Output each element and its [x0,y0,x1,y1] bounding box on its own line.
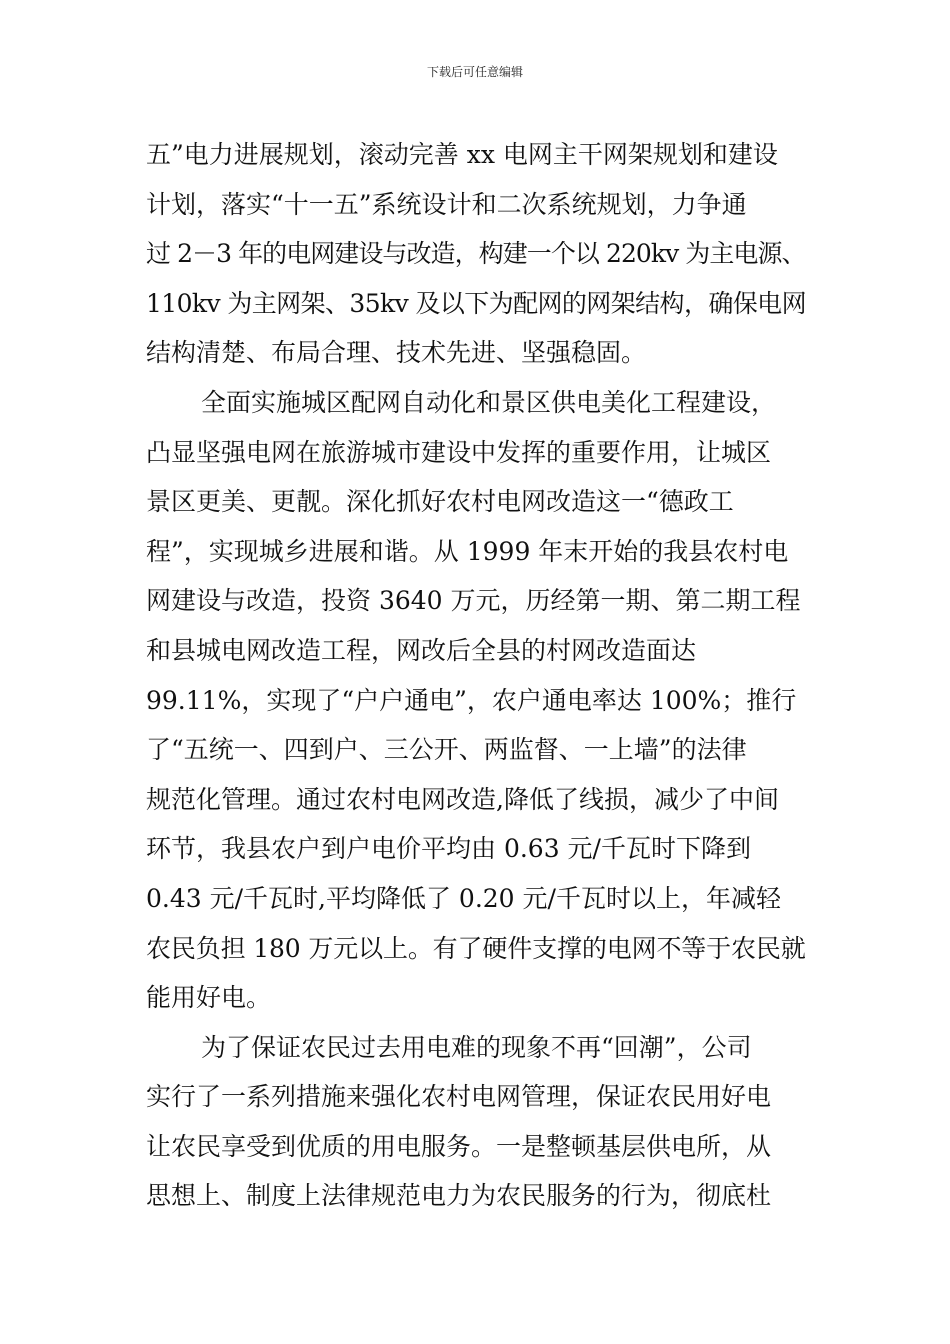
text-line: 为了保证农民过去用电难的现象不再“回潮”，公司 [201,1032,752,1062]
text-line: 全面实施城区配网自动化和景区供电美化工程建设， [201,387,777,417]
text-line: 能用好电。 [146,983,272,1013]
text-line: 实行了一系列措施来强化农村电网管理，保证农民用好电 [146,1082,772,1112]
text-line: 凸显坚强电网在旅游城市建设中发挥的重要作用，让城区 [146,437,772,467]
text-line: 农民负担 180 万元以上。有了硬件支撑的电网不等于农民就 [146,933,806,963]
text-line: 结构清楚、布局合理、技术先进、坚强稳固。 [146,338,647,368]
text-line: 思想上、制度上法律规范电力为农民服务的行为，彻底杜 [146,1181,772,1211]
text-line: 五”电力进展规划，滚动完善 xx 电网主干网架规划和建设 [146,140,778,169]
text-line: 环节，我县农户到户电价平均由 0.63 元/千瓦时下降到 [146,834,751,864]
text-line: 景区更美、更靓。深化抓好农村电网改造这一“德政工 [146,487,734,517]
page-header: 下载后可任意编辑 [426,65,523,79]
text-line: 过 2－3 年的电网建设与改造，构建一个以 220kv 为主电源、 [146,239,806,269]
text-line: 让农民享受到优质的用电服务。一是整顿基层供电所，从 [146,1131,772,1161]
text-line: 规范化管理。通过农村电网改造,降低了线损，减少了中间 [146,784,779,814]
text-line: 了“五统一、四到户、三公开、两监督、一上墙”的法律 [146,735,747,765]
text-line: 和县城电网改造工程，网改后全县的村网改造面达 [146,635,697,665]
text-line: 程”，实现城乡进展和谐。从 1999 年末开始的我县农村电 [146,536,789,566]
text-line: 99.11%，实现了“户户通电”，农户通电率达 100%；推行 [146,685,797,715]
text-line: 110kv 为主网架、35kv 及以下为配网的网架结构，确保电网 [146,288,806,318]
text-line: 0.43 元/千瓦时,平均降低了 0.20 元/千瓦时以上，年减轻 [146,883,781,913]
text-line: 计划，落实“十一五”系统设计和二次系统规划，力争通 [146,189,747,219]
body-text [146,130,806,1221]
text-line: 网建设与改造，投资 3640 万元，历经第一期、第二期工程 [146,586,801,616]
